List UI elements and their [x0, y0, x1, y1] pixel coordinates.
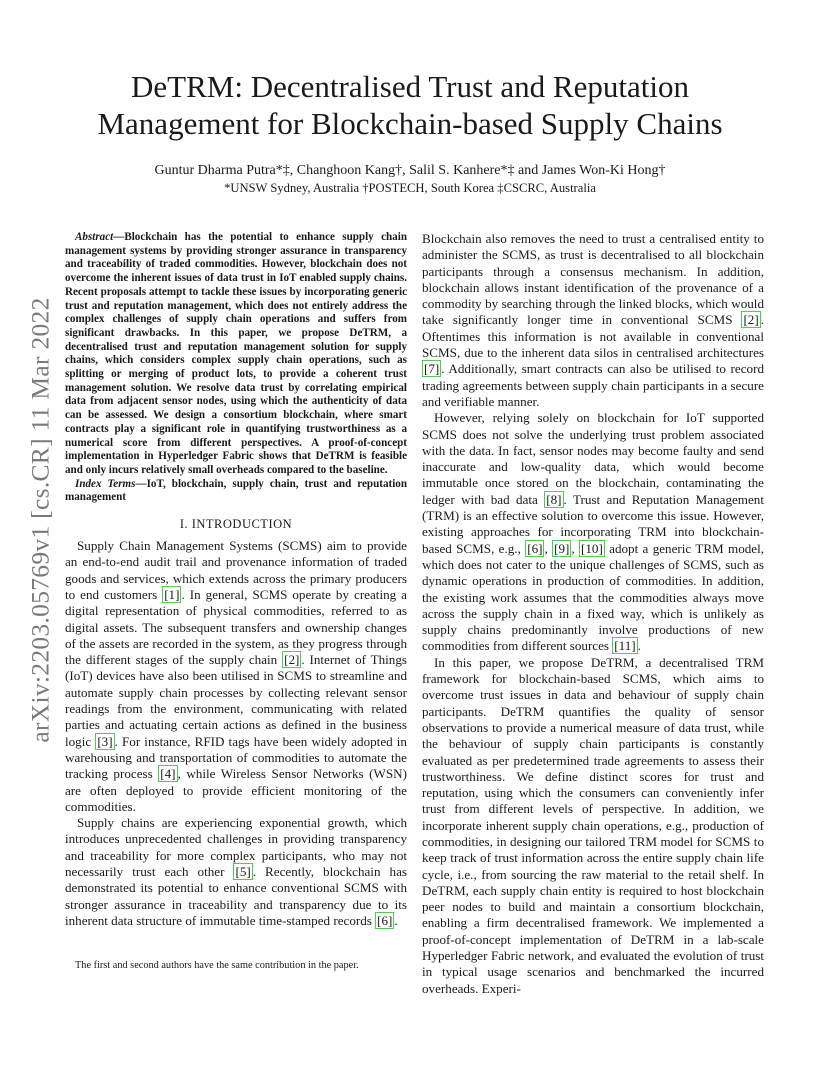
citation-link[interactable]: [6] [527, 540, 543, 556]
citation-link[interactable]: [2] [284, 652, 300, 668]
index-terms [65, 478, 407, 505]
abstract-text: —Blockchain has the potential to enhance supply chain management systems by providing stronger assurance in transparency and traceability of traded commodities. However, blockchain does not overcome the inherent issues of data trust in IoT enabled supply chains. Recent proposals attempt to tackle these issues by incorporating generic trust and reputation management, which does not entirely address the complex challenges of supply chain operations and suffers from significant drawbacks. In this paper, we propose DeTRM, a decentralised trust and reputation management solution for supply chains, which considers complex supply chain operations, such as splitting or merging of product lots, to provide a coherent trust management solution. We resolve data trust by correlating empirical data from adjacent sensor nodes, using which the authenticity of data can be assessed. We design a consortium blockchain, where smart contracts play a significant role in quantifying trustworthiness as a numerical score from different perspectives. A proof-of-concept implementation in Hyperledger Fabric shows that DeTRM is feasible and only incurs relatively small overheads compared to the baseline. [65, 231, 407, 476]
citation-link[interactable]: [4] [160, 766, 176, 782]
citation-link[interactable]: [2] [743, 312, 759, 328]
citation-link[interactable]: [5] [235, 864, 251, 879]
citation-link[interactable]: [7] [424, 361, 440, 377]
paragraph: Supply chains are experiencing exponential growth, which introduces unprecedented challenges in providing transparency and traceability for more complex participants, who may not necessarily trust each other [5] . Recently, blockchain has demonstrated its potential to enhance conventional SCMS with stronger assurance in traceability and transparency due to its inherent data structure of immutable time-stamped records [6] . [65, 815, 407, 928]
paragraph: In this paper, we propose DeTRM, a decentralised TRM framework for blockchain-based SCMS, which aims to overcome trust issues in data and behaviour of supply chain participants. DeTRM quantifies the quality of sensor observations to provide a numerical measure of data trust, while the behaviour of supply chain participants is constantly evaluated as per predetermined trade agreements to assess their trustworthiness. We define distinct scores for trust and reputation, using which the consumers can conveniently infer trust from different levels of perspective. In addition, we incorporate inherent supply chain operations, e.g., production of commodities, in designing our tailored TRM model for SCMS to keep track of trust information across the entire supply chain life cycle, i.e., from sourcing the raw material to the retail shelf. In DeTRM, each supply chain entity is required to host blockchain peer nodes to build and maintain a consortium blockchain, enabling a firm decentralised framework. We implemented a proof-of-concept implementation of DeTRM in a lab-scale Hyperledger Fabric network, and evaluated the evolution of trust in typical usage scenarios and benchmarked the incurred overheads. Experi- [422, 654, 764, 996]
left-column [65, 231, 407, 929]
abstract [65, 231, 407, 478]
paper-title: DeTRM: Decentralised Trust and Reputation Management for Blockchain-based Supply Chains [97, 69, 723, 141]
paragraph: However, relying solely on blockchain for IoT supported SCMS does not solve the underlying trust problem associated with the data. In fact, sensor nodes may become faulty and send inaccurate and low-quality data, which would become immutable once stored on the blockchain, contaminating the ledger with bad data [8] . Trust and Reputation Management (TRM) is an effective solution to overcome this issue. However, existing approaches for incorporating TRM into blockchain-based SCMS, e.g., [6] , [9] , [10] adopt a generic TRM model, which does not cater to the unique challenges of SCMS, such as dynamic operations in production of commodities. In addition, the existing work assumes that the commodities always move across the supply chain in a fixed way, which is unlikely as supply chains predominantly involve productions of new commodities from different sources [11] . [422, 410, 765, 654]
citation-link[interactable]: [6] [377, 912, 393, 928]
arxiv-identifier [24, 280, 58, 760]
right-column [422, 231, 764, 997]
citation-link[interactable]: [11] [614, 638, 636, 654]
footnote: The first and second authors have the same contribution in the paper. [75, 960, 359, 971]
paragraph: Blockchain also removes the need to trust a centralised entity to administer the SCMS, as trust is decentralised to all blockchain participants through a consensus mechanism. In addition, blockchain allows instant identification of the provenance of a commodity by searching through the linked blocks, which would take significantly longer time in conventional SCMS [2] . Oftentimes this information is not available in conventional SCMS, due to the inherent data silos in centralised architectures [7] . Additionally, smart contracts can also be utilised to record trading agreements between supply chain participants in a secure and verifiable manner. [422, 231, 764, 409]
citation-link[interactable]: [10] [580, 540, 603, 556]
abstract-label: Abstract [75, 231, 114, 243]
affiliations: *UNSW Sydney, Australia †POSTECH, South Korea ‡CSCRC, Australia [224, 181, 596, 195]
paragraph: Supply Chain Management Systems (SCMS) aim to provide an end-to-end audit trail and provenance information of traded goods and services, which extends across the primary producers to end customers [1] . In general, SCMS operate by creating a digital representation of physical commodities, referred to as digital assets. The subsequent transfers and ownership changes of the assets are recorded in the system, as they progress through the different stages of the supply chain [2] . Internet of Things (IoT) devices have also been utilised in SCMS to streamline and automate supply chain processes by collecting relevant sensor readings from the environment, communicating with related parties and actuating certain actions as defined in the business logic [3] . For instance, RFID tags have been widely adopted in warehousing and transportation of commodities to automate the tracking process [4] , while Wireless Sensor Networks (WSN) are often deployed to provide efficient monitoring of the commodities. [65, 538, 407, 814]
section-heading-introduction: I. INTRODUCTION [179, 517, 293, 532]
arxiv-identifier-text: arXiv:2203.05769v1 [cs.CR] 11 Mar 2022 [26, 297, 56, 743]
citation-link[interactable]: [3] [97, 733, 113, 749]
index-terms-label: Index Terms [75, 477, 136, 490]
author-list: Guntur Dharma Putra*‡, Changhoon Kang†, Salil S. Kanhere*‡ and James Won-Ki Hong† [154, 163, 666, 178]
citation-link[interactable]: [9] [554, 540, 570, 556]
citation-link[interactable]: [1] [164, 586, 180, 602]
index-terms-text: —IoT, blockchain, supply chain, trust and reputation management [65, 477, 407, 504]
citation-link[interactable]: [8] [546, 491, 562, 507]
